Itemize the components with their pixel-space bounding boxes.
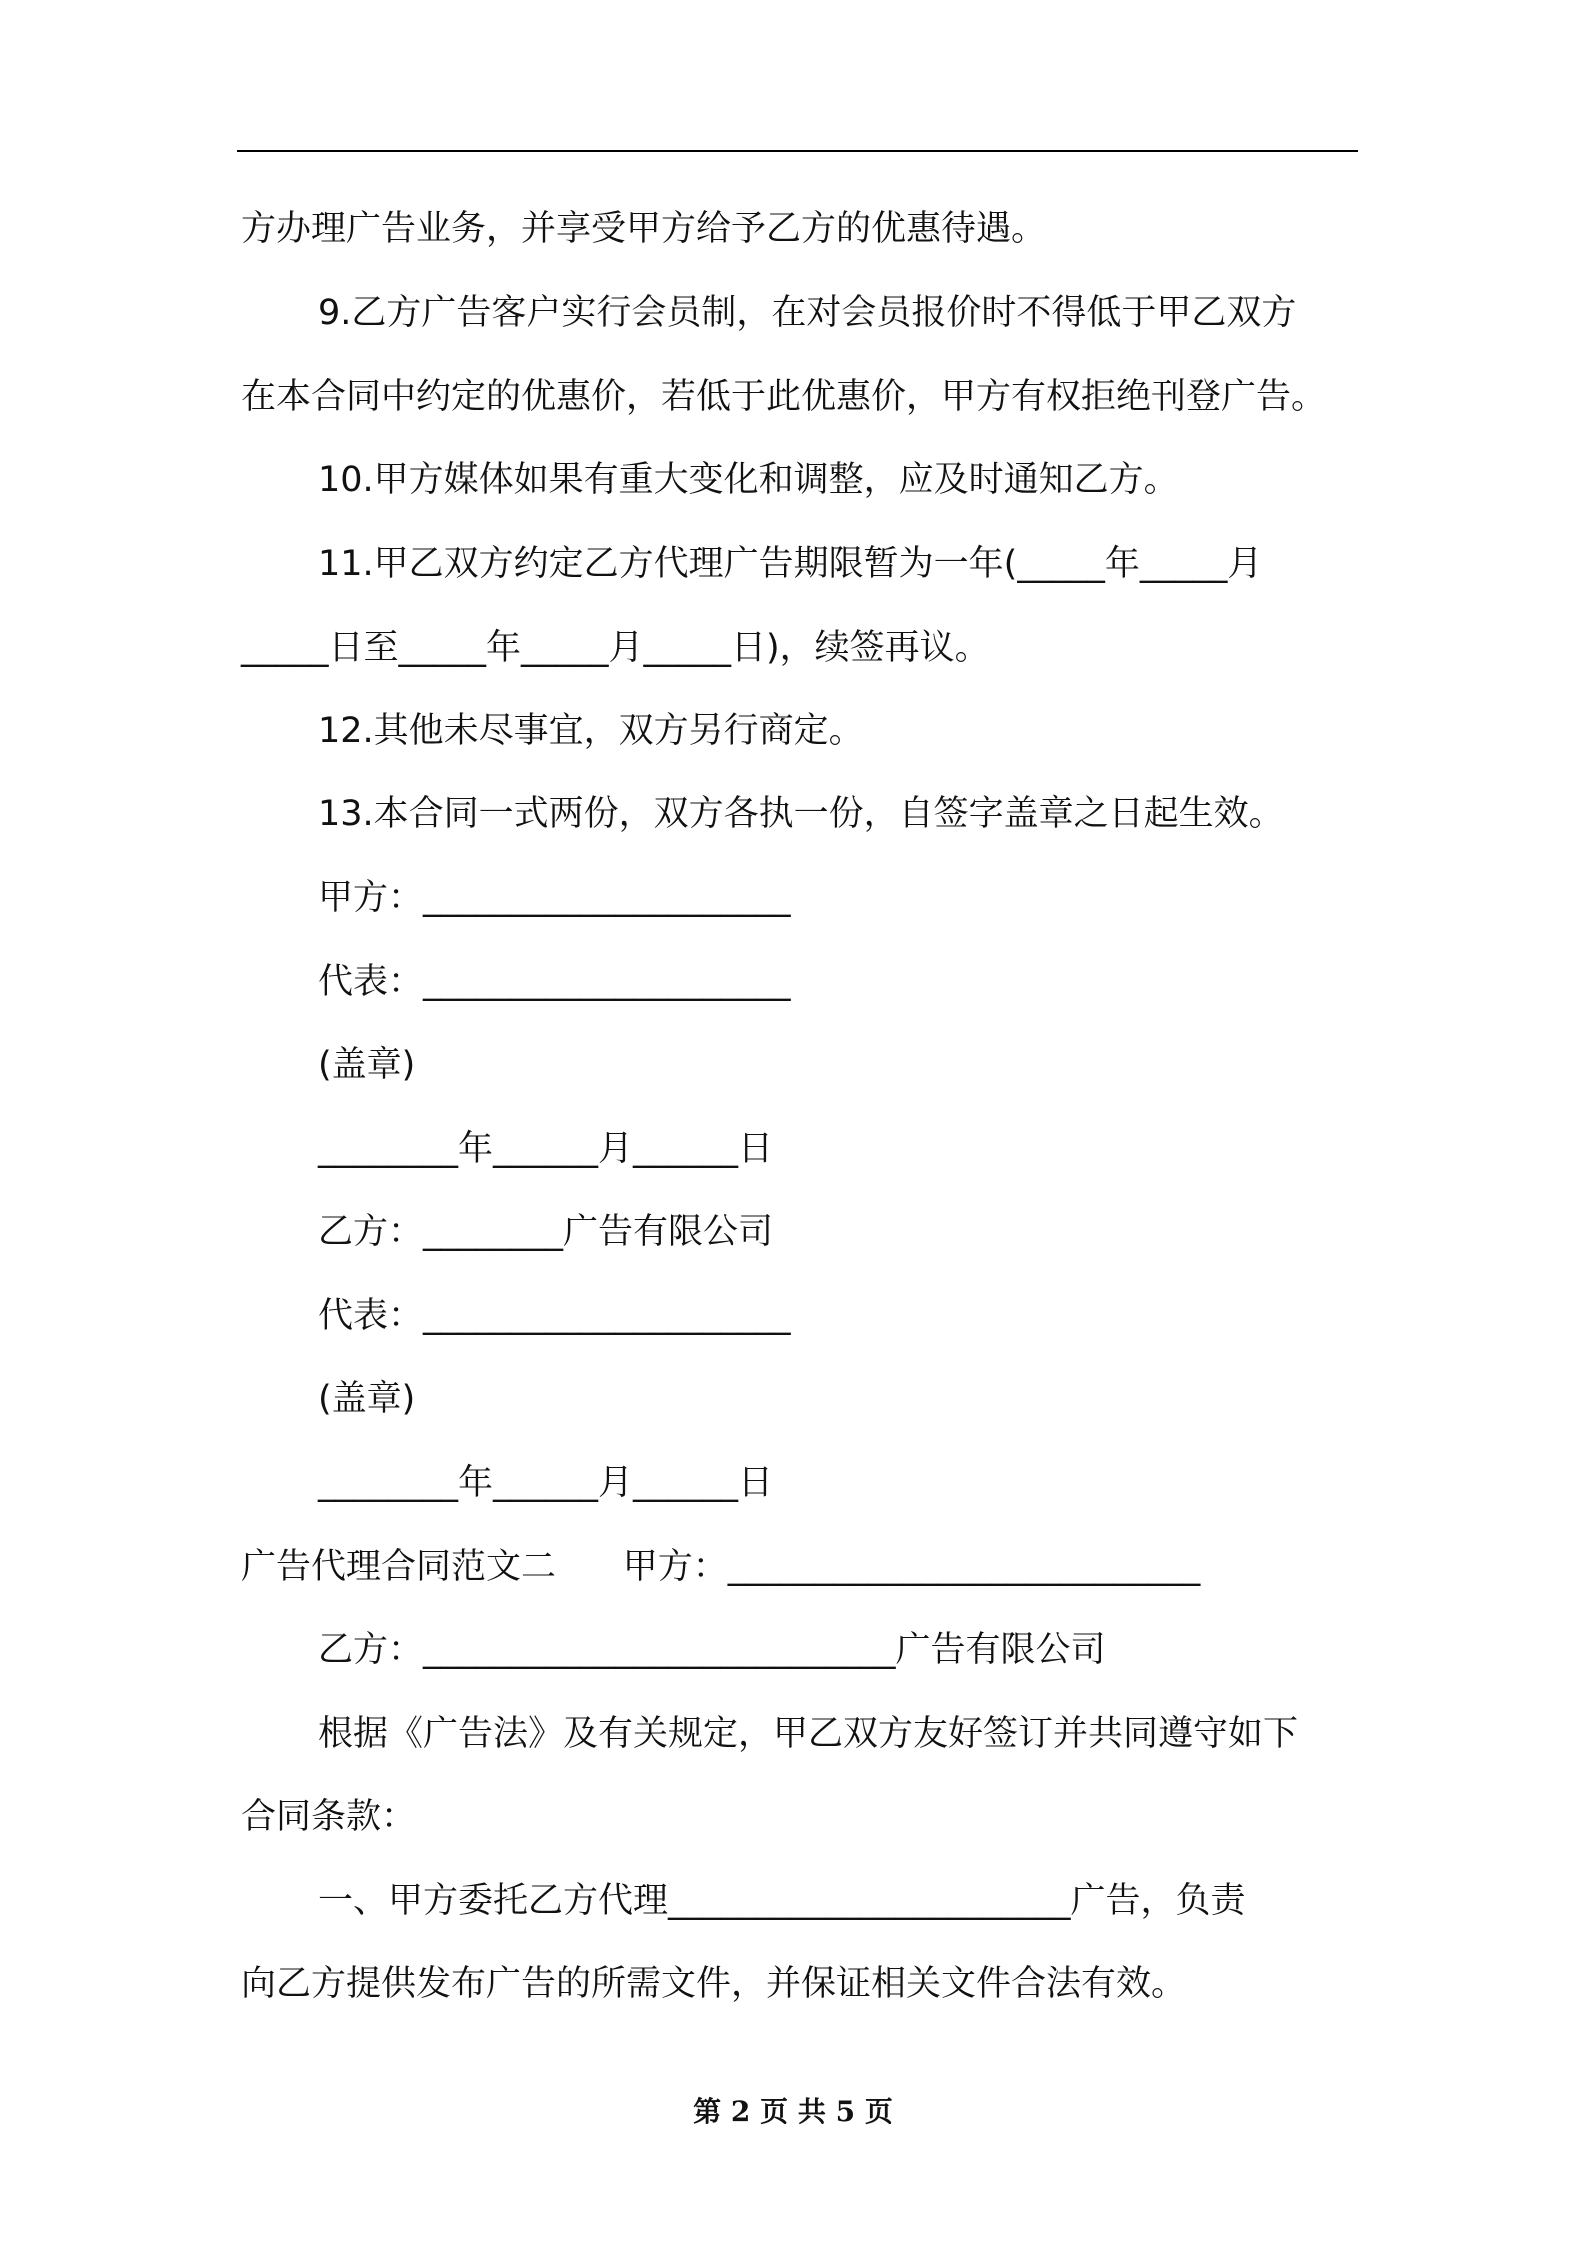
contract-two-clause-1-line-1: 一、甲方委托乙方代理_______________________广告，负责 bbox=[318, 1881, 1246, 1921]
party-b-seal: (盖章) bbox=[318, 1379, 416, 1419]
party-b-signature-line: 乙方：________广告有限公司 bbox=[318, 1212, 774, 1252]
party-a-signature-line: 甲方：_____________________ bbox=[318, 878, 791, 918]
clause-9-line-2: 在本合同中约定的优惠价，若低于此优惠价，甲方有权拒绝刊登广告。 bbox=[241, 377, 1327, 417]
contract-two-preamble-line-1: 根据《广告法》及有关规定，甲乙双方友好签订并共同遵守如下 bbox=[318, 1714, 1299, 1754]
clause-11-line-2: _____日至_____年_____月_____日)，续签再议。 bbox=[241, 628, 990, 668]
party-a-date-line: ________年______月______日 bbox=[318, 1129, 774, 1169]
clause-10: 10.甲方媒体如果有重大变化和调整，应及时通知乙方。 bbox=[318, 460, 1179, 500]
party-a-seal: (盖章) bbox=[318, 1045, 416, 1085]
contract-two-heading: 广告代理合同范文二 甲方：___________________________ bbox=[241, 1547, 1201, 1587]
contract-two-party-b: 乙方：___________________________广告有限公司 bbox=[318, 1630, 1106, 1670]
contract-two-clause-1-line-2: 向乙方提供发布广告的所需文件，并保证相关文件合法有效。 bbox=[241, 1964, 1187, 2004]
page-number-footer: 第 2 页 共 5 页 bbox=[693, 2095, 893, 2128]
party-a-representative-line: 代表：_____________________ bbox=[318, 962, 791, 1002]
clause-13: 13.本合同一式两份，双方各执一份，自签字盖章之日起生效。 bbox=[318, 794, 1284, 834]
clause-12: 12.其他未尽事宜，双方另行商定。 bbox=[318, 711, 864, 751]
text-line-1: 方办理广告业务，并享受甲方给予乙方的优惠待遇。 bbox=[241, 209, 1047, 249]
party-b-representative-line: 代表：_____________________ bbox=[318, 1296, 791, 1336]
contract-two-preamble-line-2: 合同条款： bbox=[241, 1797, 417, 1837]
clause-11-line-1: 11.甲乙双方约定乙方代理广告期限暂为一年(_____年_____月 bbox=[318, 544, 1263, 584]
clause-9-line-1: 9.乙方广告客户实行会员制，在对会员报价时不得低于甲乙双方 bbox=[318, 293, 1297, 333]
header-rule bbox=[237, 150, 1358, 152]
party-b-date-line: ________年______月______日 bbox=[318, 1463, 774, 1503]
